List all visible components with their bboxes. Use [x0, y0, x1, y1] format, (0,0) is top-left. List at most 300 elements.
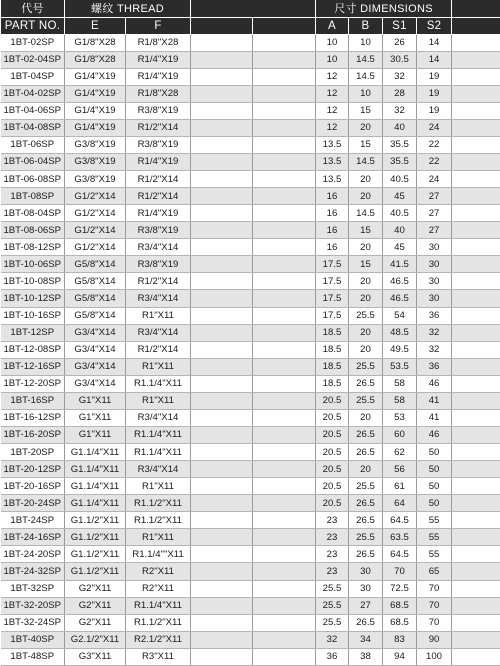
table-row — [1, 546, 500, 563]
part-no-cell: 1BT-32SP — [1, 580, 65, 597]
thread-f-cell: R1/4"X19 — [126, 153, 191, 170]
blank-cell — [253, 409, 316, 426]
thread-f-cell: R1/2"X14 — [126, 341, 191, 358]
dim-b-cell: 26.5 — [349, 512, 383, 529]
dim-b-cell: 20 — [349, 171, 383, 188]
dim-s2-cell: 30 — [417, 256, 452, 273]
dim-s2-cell: 70 — [417, 597, 452, 614]
dim-b-cell: 25.5 — [349, 358, 383, 375]
dim-a-cell: 16 — [316, 239, 349, 256]
dim-s2-cell: 70 — [417, 580, 452, 597]
blank-cell — [452, 290, 500, 307]
table-row — [1, 51, 500, 68]
part-no-cell: 1BT-24-32SP — [1, 563, 65, 580]
dim-s2-cell: 30 — [417, 239, 452, 256]
dim-s2-cell: 55 — [417, 546, 452, 563]
dim-b-cell: 20 — [349, 239, 383, 256]
table-row — [1, 580, 500, 597]
blank-cell — [253, 171, 316, 188]
thread-e-cell: G3"X11 — [65, 648, 126, 665]
thread-f-cell: R1"X11 — [126, 358, 191, 375]
table-row — [1, 34, 500, 51]
dim-b-cell: 25.5 — [349, 392, 383, 409]
thread-e-cell: G1/4"X19 — [65, 102, 126, 119]
dim-s1-cell: 40.5 — [383, 171, 417, 188]
blank-cell — [452, 205, 500, 222]
thread-e-cell: G3/4"X14 — [65, 324, 126, 341]
dim-a-cell: 20.5 — [316, 426, 349, 443]
part-no-cell: 1BT-02SP — [1, 34, 65, 51]
dim-s1-cell: 53.5 — [383, 358, 417, 375]
blank-cell — [452, 495, 500, 512]
dim-b-cell: 20 — [349, 324, 383, 341]
dim-a-cell: 18.5 — [316, 324, 349, 341]
blank-cell — [191, 461, 253, 478]
thread-f-cell: R1"X11 — [126, 478, 191, 495]
thread-e-cell: G1"X11 — [65, 426, 126, 443]
blank-cell — [452, 85, 500, 102]
blank-cell — [452, 546, 500, 563]
blank-cell — [191, 495, 253, 512]
thread-f-cell: R3/4"X14 — [126, 290, 191, 307]
blank-col-header-right — [452, 17, 500, 34]
dim-a-cell: 12 — [316, 102, 349, 119]
dim-s1-cell: 68.5 — [383, 597, 417, 614]
blank-cell — [191, 51, 253, 68]
dim-b-cell: 15 — [349, 136, 383, 153]
blank-cell — [253, 119, 316, 136]
thread-f-cell: R2.1/2"X11 — [126, 631, 191, 648]
table-row — [1, 102, 500, 119]
dim-b-cell: 26.5 — [349, 614, 383, 631]
dim-s2-cell: 46 — [417, 375, 452, 392]
table-row — [1, 512, 500, 529]
blank-cell — [191, 171, 253, 188]
dim-s2-cell: 36 — [417, 307, 452, 324]
table-row — [1, 307, 500, 324]
table-row — [1, 239, 500, 256]
dim-s1-cell: 68.5 — [383, 614, 417, 631]
thread-f-cell: R1/2"X14 — [126, 119, 191, 136]
thread-header: 螺纹 THREAD — [65, 0, 191, 17]
blank-cell — [452, 597, 500, 614]
part-no-cell: 1BT-16SP — [1, 392, 65, 409]
dim-b-cell: 20 — [349, 188, 383, 205]
table-row — [1, 563, 500, 580]
dim-a-cell: 20.5 — [316, 461, 349, 478]
dim-s1-cell: 64.5 — [383, 512, 417, 529]
blank-cell — [452, 51, 500, 68]
part-no-cell: 1BT-10-08SP — [1, 273, 65, 290]
thread-e-cell: G5/8"X14 — [65, 307, 126, 324]
dim-b-cell: 30 — [349, 580, 383, 597]
thread-f-cell: R1/4"X19 — [126, 68, 191, 85]
part-no-cell: 1BT-24-20SP — [1, 546, 65, 563]
thread-f-cell: R1/8"X28 — [126, 85, 191, 102]
dim-s2-cell: 100 — [417, 648, 452, 665]
dim-s1-cell: 40 — [383, 119, 417, 136]
blank-col-header-1 — [191, 17, 253, 34]
dim-s2-cell: 50 — [417, 461, 452, 478]
thread-e-cell: G3/4"X14 — [65, 375, 126, 392]
blank-cell — [452, 375, 500, 392]
dim-s1-cell: 32 — [383, 68, 417, 85]
dim-b-cell: 26.5 — [349, 426, 383, 443]
blank-cell — [253, 461, 316, 478]
blank-cell — [253, 102, 316, 119]
dim-s1-cell: 60 — [383, 426, 417, 443]
blank-cell — [191, 85, 253, 102]
blank-cell — [191, 68, 253, 85]
blank-cell — [452, 239, 500, 256]
thread-e-cell: G1/4"X19 — [65, 119, 126, 136]
dim-s2-cell: 19 — [417, 102, 452, 119]
thread-e-cell: G1/4"X19 — [65, 85, 126, 102]
dim-a-cell: 16 — [316, 222, 349, 239]
dim-s1-cell: 48.5 — [383, 324, 417, 341]
part-no-cell: 1BT-06SP — [1, 136, 65, 153]
dim-a-cell: 32 — [316, 631, 349, 648]
dim-s2-cell: 70 — [417, 614, 452, 631]
dim-s1-cell: 58 — [383, 392, 417, 409]
blank-cell — [191, 580, 253, 597]
thread-e-cell: G5/8"X14 — [65, 290, 126, 307]
table-row — [1, 444, 500, 461]
table-row — [1, 648, 500, 665]
dim-b-cell: 20 — [349, 290, 383, 307]
dim-a-cell: 13.5 — [316, 171, 349, 188]
dim-s1-cell: 35.5 — [383, 153, 417, 170]
thread-f-cell: R3/8"X19 — [126, 256, 191, 273]
dim-b-cell: 25.5 — [349, 529, 383, 546]
part-no-cell: 1BT-04-02SP — [1, 85, 65, 102]
thread-e-cell: G1/2"X14 — [65, 222, 126, 239]
thread-f-cell: R1.1/4"X11 — [126, 444, 191, 461]
blank-cell — [253, 51, 316, 68]
blank-cell — [191, 512, 253, 529]
table-row — [1, 614, 500, 631]
dim-a-cell: 23 — [316, 546, 349, 563]
dim-a-cell: 20.5 — [316, 392, 349, 409]
blank-cell — [191, 341, 253, 358]
thread-e-cell: G3/8"X19 — [65, 171, 126, 188]
thread-f-cell: R3/4"X14 — [126, 324, 191, 341]
part-no-cell: 1BT-24SP — [1, 512, 65, 529]
part-no-cell: 1BT-24-16SP — [1, 529, 65, 546]
thread-f-cell: R1.1/2"X11 — [126, 614, 191, 631]
dim-a-cell: 16 — [316, 188, 349, 205]
blank-cell — [253, 512, 316, 529]
dim-b-cell: 38 — [349, 648, 383, 665]
dim-s1-cell: 46.5 — [383, 273, 417, 290]
part-no-cell: 1BT-12SP — [1, 324, 65, 341]
thread-f-cell: R1"X11 — [126, 307, 191, 324]
dim-s2-cell: 19 — [417, 68, 452, 85]
blank-cell — [191, 358, 253, 375]
blank-cell — [191, 409, 253, 426]
thread-e-cell: G2"X11 — [65, 580, 126, 597]
dim-s2-cell: 46 — [417, 426, 452, 443]
dim-s1-cell: 41.5 — [383, 256, 417, 273]
dim-a-cell: 13.5 — [316, 153, 349, 170]
blank-cell — [253, 495, 316, 512]
dim-s2-cell: 22 — [417, 153, 452, 170]
dim-s1-cell: 40 — [383, 222, 417, 239]
dim-s1-cell: 40.5 — [383, 205, 417, 222]
part-no-cell: 1BT-10-16SP — [1, 307, 65, 324]
dim-s2-cell: 41 — [417, 409, 452, 426]
blank-header-right-top — [452, 0, 500, 17]
blank-cell — [191, 239, 253, 256]
dim-b-cell: 34 — [349, 631, 383, 648]
header-row-top — [1, 0, 500, 17]
part-no-cell: 1BT-08-12SP — [1, 239, 65, 256]
dim-a-cell: 12 — [316, 119, 349, 136]
blank-cell — [253, 256, 316, 273]
thread-f-cell: R1.1/4"X11 — [126, 375, 191, 392]
blank-cell — [253, 392, 316, 409]
blank-cell — [191, 546, 253, 563]
dim-s2-cell: 50 — [417, 495, 452, 512]
col-a-header: A — [316, 17, 349, 34]
dim-a-cell: 10 — [316, 51, 349, 68]
dim-s1-cell: 83 — [383, 631, 417, 648]
dim-a-cell: 20.5 — [316, 478, 349, 495]
table-row — [1, 324, 500, 341]
table-row — [1, 188, 500, 205]
blank-cell — [191, 119, 253, 136]
blank-cell — [191, 273, 253, 290]
dim-s1-cell: 72.5 — [383, 580, 417, 597]
blank-cell — [253, 273, 316, 290]
dim-s1-cell: 53 — [383, 409, 417, 426]
thread-e-cell: G1.1/2"X11 — [65, 546, 126, 563]
thread-f-cell: R1"X11 — [126, 392, 191, 409]
blank-cell — [191, 529, 253, 546]
thread-f-cell: R1"X11 — [126, 529, 191, 546]
blank-cell — [253, 444, 316, 461]
dim-s2-cell: 50 — [417, 444, 452, 461]
dim-s1-cell: 49.5 — [383, 341, 417, 358]
thread-f-cell: R3"X11 — [126, 648, 191, 665]
dim-b-cell: 15 — [349, 102, 383, 119]
blank-cell — [452, 273, 500, 290]
blank-cell — [253, 188, 316, 205]
dim-s1-cell: 61 — [383, 478, 417, 495]
table-row — [1, 358, 500, 375]
thread-f-cell: R2"X11 — [126, 580, 191, 597]
blank-cell — [191, 375, 253, 392]
blank-cell — [452, 426, 500, 443]
thread-e-cell: G2.1/2"X11 — [65, 631, 126, 648]
dim-a-cell: 17.5 — [316, 307, 349, 324]
dim-s1-cell: 45 — [383, 239, 417, 256]
thread-f-cell: R1.1/4"X11 — [126, 426, 191, 443]
dim-b-cell: 26.5 — [349, 495, 383, 512]
table-row — [1, 597, 500, 614]
blank-cell — [191, 324, 253, 341]
part-no-cell: 1BT-16-12SP — [1, 409, 65, 426]
dim-s1-cell: 28 — [383, 85, 417, 102]
thread-e-cell: G1.1/4"X11 — [65, 461, 126, 478]
dim-a-cell: 10 — [316, 34, 349, 51]
blank-cell — [191, 188, 253, 205]
dim-s1-cell: 26 — [383, 34, 417, 51]
thread-e-cell: G1.1/4"X11 — [65, 495, 126, 512]
dim-a-cell: 23 — [316, 512, 349, 529]
blank-cell — [452, 648, 500, 665]
table-row — [1, 495, 500, 512]
thread-e-cell: G1/2"X14 — [65, 205, 126, 222]
dim-b-cell: 10 — [349, 85, 383, 102]
part-no-cell: 1BT-04-06SP — [1, 102, 65, 119]
dim-b-cell: 26.5 — [349, 546, 383, 563]
dim-s2-cell: 36 — [417, 358, 452, 375]
table-body — [1, 34, 500, 665]
blank-cell — [191, 34, 253, 51]
dim-s1-cell: 45 — [383, 188, 417, 205]
dim-b-cell: 10 — [349, 34, 383, 51]
dim-b-cell: 25.5 — [349, 307, 383, 324]
blank-cell — [253, 529, 316, 546]
dim-s2-cell: 55 — [417, 529, 452, 546]
blank-cell — [191, 290, 253, 307]
table-row — [1, 153, 500, 170]
part-no-cell: 1BT-12-16SP — [1, 358, 65, 375]
table-row — [1, 119, 500, 136]
thread-f-cell: R1/2"X14 — [126, 273, 191, 290]
dim-s2-cell: 30 — [417, 290, 452, 307]
thread-e-cell: G1"X11 — [65, 409, 126, 426]
part-no-cell: 1BT-48SP — [1, 648, 65, 665]
dim-a-cell: 23 — [316, 529, 349, 546]
dim-b-cell: 15 — [349, 256, 383, 273]
blank-cell — [191, 222, 253, 239]
part-no-cell: 1BT-06-04SP — [1, 153, 65, 170]
dim-a-cell: 23 — [316, 563, 349, 580]
blank-cell — [191, 444, 253, 461]
dim-a-cell: 18.5 — [316, 375, 349, 392]
thread-f-cell: R3/8"X19 — [126, 136, 191, 153]
dim-s2-cell: 19 — [417, 85, 452, 102]
col-s1-header: S1 — [383, 17, 417, 34]
thread-e-cell: G2"X11 — [65, 597, 126, 614]
col-f-header: F — [126, 17, 191, 34]
table-row — [1, 426, 500, 443]
dim-s1-cell: 63.5 — [383, 529, 417, 546]
dim-s2-cell: 32 — [417, 341, 452, 358]
blank-cell — [253, 239, 316, 256]
part-no-cell: 1BT-20SP — [1, 444, 65, 461]
thread-e-cell: G3/8"X19 — [65, 136, 126, 153]
dim-a-cell: 18.5 — [316, 341, 349, 358]
blank-cell — [253, 85, 316, 102]
blank-cell — [191, 153, 253, 170]
thread-f-cell: R1.1/4"X11 — [126, 597, 191, 614]
blank-cell — [191, 102, 253, 119]
dim-a-cell: 16 — [316, 205, 349, 222]
dim-s1-cell: 56 — [383, 461, 417, 478]
blank-cell — [191, 563, 253, 580]
blank-cell — [452, 631, 500, 648]
blank-cell — [191, 136, 253, 153]
part-no-cell: 1BT-12-20SP — [1, 375, 65, 392]
dim-s1-cell: 32 — [383, 102, 417, 119]
dim-s2-cell: 65 — [417, 563, 452, 580]
table-row — [1, 478, 500, 495]
thread-e-cell: G1.1/2"X11 — [65, 563, 126, 580]
dim-s1-cell: 58 — [383, 375, 417, 392]
blank-cell — [253, 375, 316, 392]
blank-cell — [253, 426, 316, 443]
table-row — [1, 392, 500, 409]
blank-cell — [253, 614, 316, 631]
blank-cell — [191, 597, 253, 614]
part-no-cell: 1BT-08-04SP — [1, 205, 65, 222]
table-row — [1, 85, 500, 102]
dim-b-cell: 20 — [349, 461, 383, 478]
part-no-cell: 1BT-32-20SP — [1, 597, 65, 614]
thread-f-cell: R3/8"X19 — [126, 222, 191, 239]
thread-e-cell: G1.1/2"X11 — [65, 529, 126, 546]
blank-cell — [253, 307, 316, 324]
thread-f-cell: R1.1/2"X11 — [126, 495, 191, 512]
blank-cell — [452, 341, 500, 358]
thread-e-cell: G1.1/4"X11 — [65, 444, 126, 461]
part-no-cell: 1BT-40SP — [1, 631, 65, 648]
thread-f-cell: R1/2"X14 — [126, 171, 191, 188]
dim-s2-cell: 30 — [417, 273, 452, 290]
blank-cell — [253, 358, 316, 375]
dim-b-cell: 25.5 — [349, 478, 383, 495]
blank-cell — [452, 222, 500, 239]
blank-col-header-2 — [253, 17, 316, 34]
dim-s2-cell: 27 — [417, 205, 452, 222]
dim-s2-cell: 41 — [417, 392, 452, 409]
dim-b-cell: 20 — [349, 119, 383, 136]
blank-cell — [191, 426, 253, 443]
part-no-cell: 1BT-04SP — [1, 68, 65, 85]
thread-f-cell: R1/2"X14 — [126, 188, 191, 205]
table-row — [1, 631, 500, 648]
dim-s1-cell: 70 — [383, 563, 417, 580]
dim-b-cell: 14.5 — [349, 205, 383, 222]
blank-cell — [191, 205, 253, 222]
table-row — [1, 171, 500, 188]
blank-cell — [452, 68, 500, 85]
blank-cell — [452, 409, 500, 426]
thread-e-cell: G1/2"X14 — [65, 188, 126, 205]
header-row-bottom — [1, 17, 500, 34]
part-no-cn-header: 代号 — [1, 0, 65, 17]
dim-b-cell: 14.5 — [349, 51, 383, 68]
thread-f-cell: R1.1/4""X11 — [126, 546, 191, 563]
blank-cell — [452, 188, 500, 205]
dim-s2-cell: 32 — [417, 324, 452, 341]
dim-s2-cell: 22 — [417, 136, 452, 153]
blank-cell — [253, 478, 316, 495]
part-no-cell: 1BT-04-08SP — [1, 119, 65, 136]
blank-cell — [191, 478, 253, 495]
dim-s1-cell: 30.5 — [383, 51, 417, 68]
dim-s1-cell: 54 — [383, 307, 417, 324]
part-no-cell: 1BT-12-08SP — [1, 341, 65, 358]
dim-s1-cell: 46.5 — [383, 290, 417, 307]
table-row — [1, 256, 500, 273]
table-row — [1, 222, 500, 239]
dim-b-cell: 15 — [349, 222, 383, 239]
dim-b-cell: 20 — [349, 273, 383, 290]
